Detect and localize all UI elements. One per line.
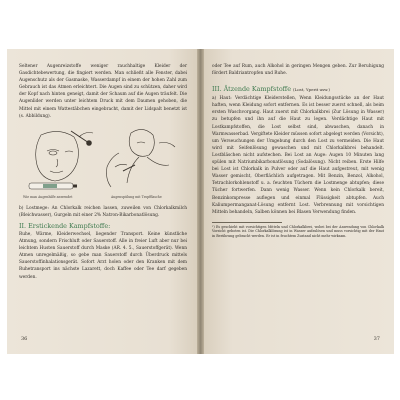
footnote-divider (212, 222, 282, 223)
right-heading-text: III. Ätzende Kampfstoffe (212, 85, 291, 94)
left-paragraph-2: Ruhe, Wärme, Kleiderwechsel, liegender Transport. Keine künstliche Atmung, sondern Frischluft oder Sauerstoff. Alle in freier Luft aber nur bei leichtem Husten Sauerstoff durch Maske (AR. 4. 5., Sauerstoffgerät). Wenn Atmen unregelmäßig, so gebe man Sauerstoff durch Überdruck mittels Sauerstoffinhalationsgerät. Sofort Arzt holen oder den Kranken mit dem Ruhetransport ins nächste Lazarett, doch Kaffee oder Tee darf gegeben werden. (19, 231, 187, 280)
caption-left: Wie man Augenhilfe anwendet (23, 194, 73, 199)
right-page (204, 49, 394, 354)
left-paragraph-1: Seltener Augenreizstoffe weniger rauchhaltige Kleider der Gasdichtebewertung, die fingiert werden. Man schließt alle Fenster, dabei Augenschutz als der Gasmaske, Wasserdampf in einem der hohen Zahl zum Gebrauch ist das Atmen erleichtert. Die Augen sind zu schützen, daher wird der Kopf nach hinten geneigt, damit der Schaum auf die Augen träufelt. Die Augenlider werden unter leichtem Druck mit dem Daumen gehoben, die Mittel mit einem Wattestäbchen eingebracht, damit der Lidspalt benetzt ist (s. Abbildung). (19, 64, 187, 119)
illustration (19, 123, 187, 203)
right-paragraph-a: a) Haut: Verdächtige Kleiderstellen, Wenn Kleidungsstücke an der Haut haften, wenn Kleidung sofort entfernen. Es ist besser zuerst schnell, als beim ersten Waschvorgang. Haut zuerst mit Chlorkalkbrei (Zur Lösung in Wasser) zu betupfen und ihn auf die Haut zu legen. Verdächtige Haut mit Lostkampfstoffen, die Lost selbst sind, abwaschen, danach in Warmwasserbad. Vergiftete Kleider müssen sofort abgelegt werden (Vorsicht), um Verseuchungen der Umgebung durch den Lost zu vermeiden. Die Haut wird mit Seifenlösung gewaschen und mit Chlorkalkbrei behandelt. Lostbläschen nicht aufstechen. Bei Lost an Auge: Augen 10 Minuten lang spülen mit Natriumbikarbonatlösung (Sodalösung). Nicht reiben. Erste Hilfe bei Lost ist Chlorkalk in Pulver oder auf die Haut aufgestreut, mit wenig Wasser gemischt, Oberflächlich aufgetragen. Mit Benzin, Benzol, Alkohol, Tetrachlorkohlenstoff u. a. feuchten Tüchern die Lostmenge abtupfen; diese Tücher fortwerfen. Dann wenig Wasser. Wenn kein Chlorkalk bereit, Benzinkompresse auflegen und einmal Flüssigkeit abtupfen. Auch Kaliumpermanganat-Lösung entfernt Lost. Verbrennung mit vorsichtigen Mitteln behandeln, Salben können bei Blasen Verwendung finden. (212, 96, 384, 215)
eye-treatment-illustration (19, 123, 187, 203)
footnote: ¹) Es geschieht mit vorsichtigen Mitteln und Chlorkalkbrei, wobei bei der Anwendung von Chlorkalk Vorsicht geboten ist. Die Chlorkalklösung ist in Wasser aufzulösen und muss vorsichtig mit der Haut in Berührung gebracht werden. Er ist in feuchtem Zustand nicht mehr wirksam. (212, 224, 384, 239)
caption-right: Augenspülung mit Tropfflasche (111, 194, 162, 199)
right-page-number: 37 (373, 336, 380, 342)
right-heading-note: (Lost, Yperit usw.) (293, 87, 330, 93)
book-gutter (197, 49, 204, 354)
right-section-heading (212, 85, 384, 94)
left-page-number: 36 (21, 336, 28, 342)
left-section-heading: II. Erstickende Kampfstoffe: (19, 221, 111, 230)
left-page (7, 49, 197, 354)
open-book (7, 49, 394, 354)
left-paragraph-b: b) Lostmege: An Chlorkalk reichen lassen, zuweilen von Chlorkalkmilch (Bleichwasser), Gurgeln mit einer 2% Natron-Bikarbonatlösung. (19, 205, 187, 218)
right-top-paragraph: oder Tee auf Rum, auch Alkohol in geringen Mengen geben. Zur Beruhigung fördert Baldriantropfen und Ruhe. (212, 64, 384, 77)
